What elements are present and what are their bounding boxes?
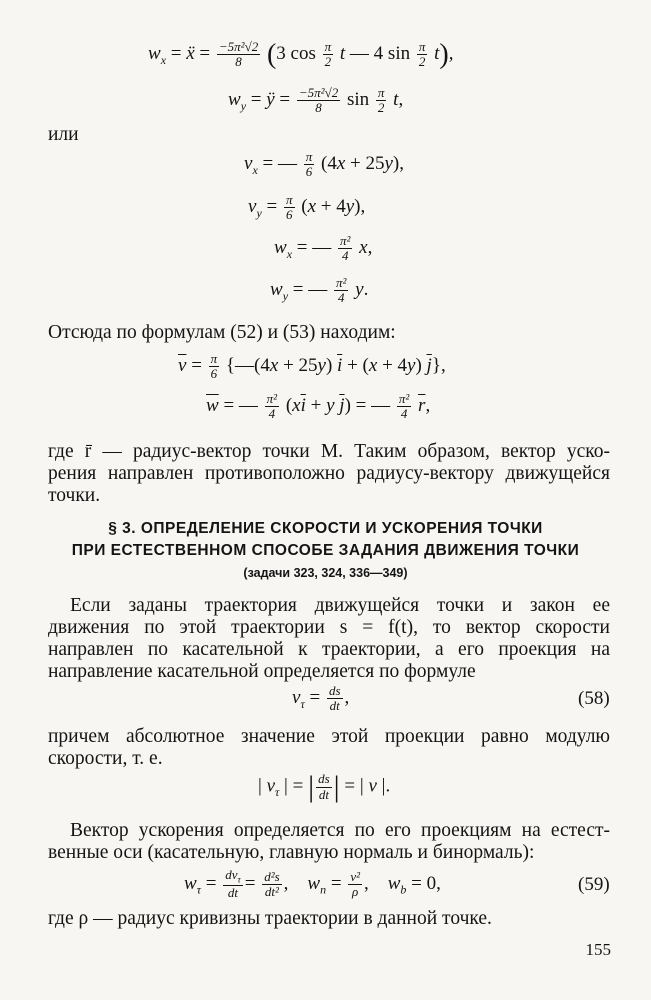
formula-w-vector: $\overline{w}$ = — $\frac{\text{π²}}{4}$ ($x\overline{i} + y$ $\overline{j}$) = — $\frac{\text{π²}}{4}$ $\overline{r}$, bbox=[206, 391, 431, 422]
formula-59: $w_\tau$ = $\frac{dv_\tau}{dt}$ = $\frac{\text{d²s}}{\text{dt²}}$ , $w_n$ = $\frac{\text{v²}}{\rho}$ , $w_b = 0$, bbox=[184, 867, 441, 901]
formula-abs: | $v_\tau$ | = | $\frac{ds}{dt}$ | = | v |. bbox=[258, 770, 391, 803]
formula-vy: $v_y$ = $\frac{\pi}{6}$ (x + 4y), bbox=[248, 192, 366, 223]
section-subheading: (задачи 323, 324, 336—349) bbox=[243, 566, 408, 580]
paragraph-2-line1: причем абсолютное значение этой проекции равно модулю bbox=[48, 726, 610, 747]
page-number: 155 bbox=[585, 940, 611, 959]
formula-wy: $w_y$ = ÿ = $\frac{\text{−5π²√2}}{8}$ sin $\frac{\pi}{2}$ t, bbox=[228, 85, 404, 116]
section-heading-line1: § 3. ОПРЕДЕЛЕНИЕ СКОРОСТИ И УСКОРЕНИЯ ТОЧКИ bbox=[108, 520, 543, 537]
paragraph-1-line3: направлен по касательной к траектории, а его проекция на bbox=[48, 639, 610, 660]
equation-number-59: (59) bbox=[578, 874, 610, 895]
paragraph-4: где ρ — радиус кривизны траектории в данной точке. bbox=[48, 908, 492, 929]
paragraph-3-line2: венные оси (касательную, главную нормаль и бинормаль): bbox=[48, 842, 535, 863]
paragraph-otsyuda: Отсюда по формулам (52) и (53) находим: bbox=[48, 322, 396, 343]
section-heading-line2: ПРИ ЕСТЕСТВЕННОМ СПОСОБЕ ЗАДАНИЯ ДВИЖЕНИЯ ТОЧКИ bbox=[71, 542, 580, 559]
formula-vx: $v_x$ = — $\frac{\pi}{6}$ (4x + 25y), bbox=[244, 149, 404, 180]
paragraph-1-line1: Если заданы траектория движущейся точки и закон ее bbox=[70, 595, 610, 616]
paragraph-gde-r-line2: рения направлен противоположно радиусу-вектору движущейся bbox=[48, 463, 610, 484]
formula-v-vector: $\overline{v}$ = $\frac{\pi}{6}$ {—(4x + 25y) $\overline{i} + (x + 4y)$ $\overline{j}$}, bbox=[178, 351, 446, 382]
paragraph-3-line1: Вектор ускорения определяется по его проекциям на естест- bbox=[70, 820, 610, 841]
formula-wx-coord: $w_x$ = — $\frac{\text{π²}}{4}$ x, bbox=[274, 233, 373, 264]
paragraph-1-line2: движения по этой траектории s = f(t), то вектор скорости bbox=[48, 617, 610, 638]
paragraph-gde-r-line1: где r̄ — радиус-вектор точки M. Таким образом, вектор уско- bbox=[48, 441, 610, 462]
formula-wx: $w_x$ = ẍ = $\frac{\text{−5π²√2}}{8}$ (3 cos $\frac{\pi}{2}$ t — 4 sin $\frac{\pi}{2}$ t), bbox=[148, 38, 454, 70]
formula-wy-coord: $w_y$ = — $\frac{\text{π²}}{4}$ y. bbox=[270, 275, 369, 306]
word-ili: или bbox=[48, 124, 79, 145]
paragraph-2-line2: скорости, т. е. bbox=[48, 748, 163, 769]
paragraph-gde-r-line3: точки. bbox=[48, 485, 101, 506]
paragraph-1-line4: направление касательной определяется по формуле bbox=[48, 661, 476, 682]
equation-number-58: (58) bbox=[578, 688, 610, 709]
formula-58: $v_\tau$ = $\frac{ds}{dt}$ , bbox=[292, 683, 350, 714]
